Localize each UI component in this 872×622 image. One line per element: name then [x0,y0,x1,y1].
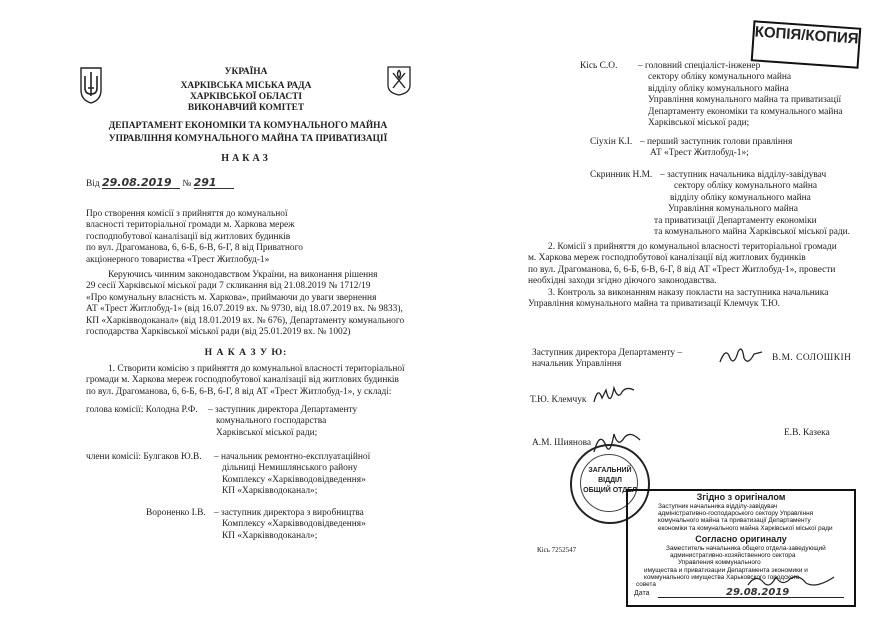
directorate-name: УПРАВЛІННЯ КОМУНАЛЬНОГО МАЙНА ТА ПРИВАТИЗАЦІЇ [108,134,388,144]
order-number: 291 [194,177,234,189]
conformity-date-label: Дата [634,590,650,597]
members-label-line [86,452,202,463]
conformity-title: Згідно з оригіналом [696,492,786,502]
committee-name: ВИКОНАВЧИЙ КОМІТЕТ [187,103,305,113]
member-position-line: відділу обліку комунального майна [648,83,789,94]
member-position-line: КП «Харківводоканал»; [222,530,318,541]
head-position-line: Харківської міської ради; [216,427,318,438]
conformity-line: Заместитель начальника общего отдела-заведующий [666,545,826,552]
conformity-signature-icon [746,571,836,596]
director-signature-icon [718,344,764,373]
item-1-line: по вул. Драгоманова, 6, 6-Б, 6-В, 6-Г, 8 від АТ «Трест Житлобуд-1», у складі: [86,386,392,397]
conformity-title: Согласно оригиналу [695,534,787,544]
subject-line: Про створення комісії з прийняття до комунальної [86,209,288,219]
subject-line: господпобутової каналізації від житлових будинків [86,231,291,242]
coat-of-arms-icon [79,66,103,104]
item-1-line: громади м. Харкова мереж господпобутової каналізації від житлових будинків [86,375,399,386]
country-name: УКРАЇНА [224,67,268,77]
subject-line: акціонерного товариства «Трест Житлобуд-1» [86,254,270,265]
conformity-date-value: 29.08.2019 [726,587,790,598]
member-name: Вороненко І.В. [146,508,206,518]
conformity-stamp [626,489,856,607]
signatory-name: В.М. СОЛОШКІН [772,353,852,363]
subject-line: власності територіальної громади м. Харкова мереж [86,220,295,231]
round-stamp-line: ОБЩИЙ ОТДЕЛ [583,487,637,494]
conformity-line: адміністративно-господарського сектору Управління [658,510,814,518]
member-name: Сіухін К.І. [590,137,633,147]
conformity-ua-text [658,503,833,532]
city-emblem-icon [387,66,411,96]
approval-name: А.М. Шиянова [532,438,592,448]
member-position-line: – заступник директора з виробництва [214,508,364,518]
order-subject [86,209,303,266]
member-position [214,508,366,542]
preamble-line: АТ «Трест Житлобуд-1» (від 16.07.2019 вх. № 9730, від 18.07.2019 вх. № 9833), [86,304,403,315]
member-position-line: та комунального майна Харківської міської ради. [654,227,851,238]
conformity-line: економіки та комунального майна Харківської міської ради [658,524,833,532]
member-position-line: – заступник начальника відділу-завідувач [660,170,827,180]
member-position [640,137,792,160]
member-position-line: Управління комунального майна [668,204,798,215]
footer-registration: Кісь 7252547 [537,546,577,554]
member-name: Булгаков Ю.В. [143,452,202,462]
members-label: члени комісії: [86,452,142,462]
item-2-line: необхідні заходи згідно діючого законодавства. [528,276,717,287]
member-position-line: – головний спеціаліст-інженер [638,61,761,71]
signatory-line: Заступник директора Департаменту – [532,348,683,358]
signatory-line: начальник Управління [532,359,622,370]
date-prefix: Від [86,179,100,189]
member-position-line: Комплексу «Харківводовідведення» [222,519,366,530]
preamble-line: КП «Харківводоканал» (від 18.01.2019 вх. № 676), Департаменту комунального [86,315,405,326]
round-stamp-line: ВІДДІЛ [598,477,622,484]
subject-line: по вул. Драгоманова, 6, 6-Б, 6-В, 6-Г, 8 від Приватного [86,243,303,254]
member-position [638,61,843,129]
order-heading: Н А К А З У Ю: [204,347,288,358]
member-position-line: та приватизації Департаменту економіки [654,215,817,226]
preamble-line: 29 сесії Харківської міської ради 7 скликання від 21.08.2019 № 1712/19 [86,281,371,292]
item-3-line: 3. Контроль за виконанням наказу покласти на заступника начальника [548,288,829,298]
order-date: 29.08.2019 [102,177,180,189]
item-3-line: Управління комунального майна та приватизації Клемчук Т.Ю. [528,299,780,310]
item-2-line: м. Харкова мереж господпобутової каналізації від житлових будинків [528,253,806,264]
item-1 [86,364,405,398]
department-name: ДЕПАРТАМЕНТ ЕКОНОМІКИ ТА КОМУНАЛЬНОГО МАЙНА [108,121,388,131]
council-name: ХАРКІВСЬКА МІСЬКА РАДА [180,81,312,91]
copy-stamp: КОПІЯ/КОПИЯ [751,20,862,68]
head-name: Колодна Р.Ф. [145,405,198,415]
preamble-line: господарства Харківської міської ради (від 25.01.2019 вх. № 1002) [86,327,351,338]
member-position-line: – перший заступник голови правління [640,137,793,147]
conformity-line: комунального майна та приватизації Департаменту [658,517,811,525]
item-2-line: 2. Комісії з прийняття до комунальної власності територіальної громади [548,242,837,252]
member-position-line: Комплексу «Харківводовідведення» [222,474,366,485]
conformity-line: Заступник начальника відділу-завідувач [658,503,778,510]
member-position-line: Департаменту економіки та комунального майна [648,106,843,117]
approval-name: Т.Ю. Клемчук [530,395,587,405]
document-type: НАКАЗ [221,153,271,164]
conformity-line: коммунального имущества Харьковского городского [644,573,800,581]
member-position-line: КП «Харківводоканал»; [222,486,318,497]
commission-head-position [208,405,357,439]
approval-signature-icon [592,382,636,417]
oblast-name: ХАРКІВСЬКОЇ ОБЛАСТІ [190,92,302,102]
signatory-position [532,348,682,371]
head-position-line: комунального господарства [216,416,327,427]
member-position [214,452,370,498]
preamble [86,270,420,338]
member-position-line: сектору обліку комунального майна [648,72,792,83]
member-name: Скринник Н.М. [590,170,653,180]
item-1-line: 1. Створити комісію з прийняття до комунальної власності територіальної [108,364,405,374]
member-position [654,170,851,238]
preamble-line: «Про комунальну власність м. Харкова», приймаючи до уваги звернення [86,292,377,303]
member-name: Кісь С.О. [580,61,618,71]
conformity-line: Управления коммунального [678,559,761,567]
head-role-label: голова комісії: [86,405,144,415]
date-line [86,177,234,190]
member-position-line: дільниці Немишлянського району [222,463,358,474]
member-position-line: Харківської міської ради; [648,118,750,129]
item-2-line: по вул. Драгоманова, 6, 6-Б, 6-В, 6-Г, 8 від АТ «Трест Житлобуд-1», провести [528,264,836,275]
commission-head-role [86,405,198,416]
conformity-line: совета [636,581,656,589]
round-stamp-line: ЗАГАЛЬНИЙ [588,467,632,474]
member-position-line: АТ «Трест Житлобуд-1»; [650,148,749,159]
member-position-line: Управління комунального майна та приватизації [648,95,842,106]
head-position-line: – заступник директора Департаменту [208,405,358,415]
item-2 [528,242,862,288]
item-3 [528,288,862,311]
preamble-line: Керуючись чинним законодавством України, на виконання рішення [108,270,378,280]
member-position-line: – начальник ремонтно-експлуатаційної [214,452,371,462]
member-position-line: сектору обліку комунального майна [674,181,818,192]
number-prefix: № [182,179,192,189]
approval-name: Е.В. Казека [784,428,830,438]
conformity-line: имущества и приватизации Департамента экономики и [644,566,808,574]
member-position-line: відділу обліку комунального майна [670,192,811,203]
conformity-line: административно-хозяйственного сектора [670,552,796,560]
